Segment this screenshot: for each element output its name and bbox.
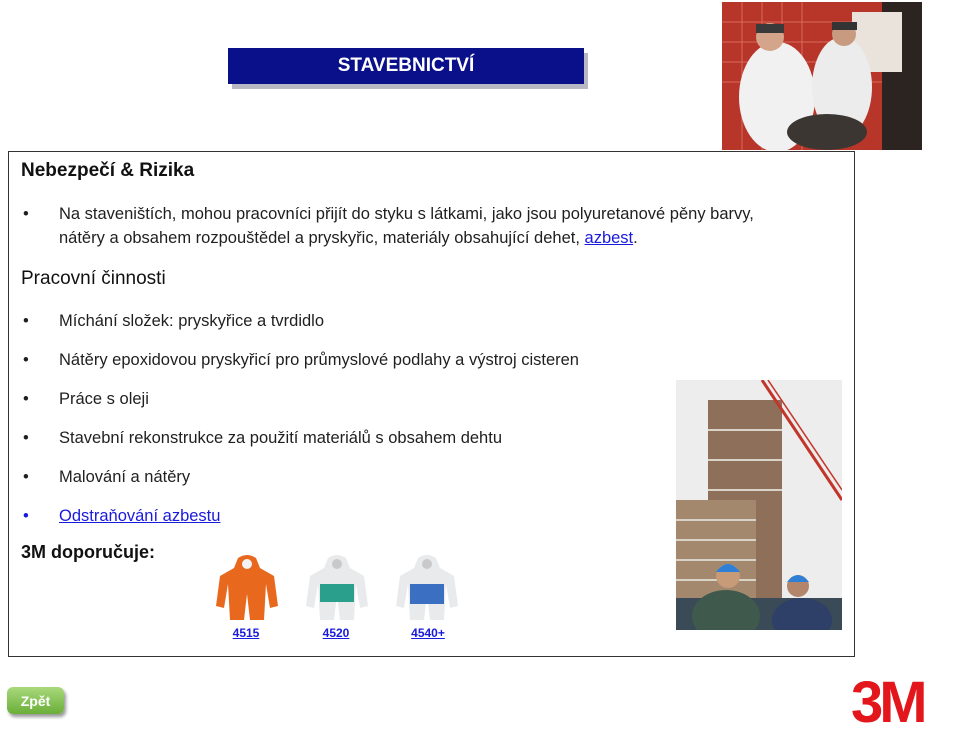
risk-heading: Nebezpečí & Rizika xyxy=(21,160,195,181)
asbestos-removal-link[interactable]: Odstraňování azbestu xyxy=(59,507,221,525)
product-4520[interactable] xyxy=(304,554,374,640)
product-code-link[interactable]: 4520 xyxy=(322,626,350,640)
list-item-label: Stavební rekonstrukce za použití materiálů s obsahem dehtu xyxy=(59,429,502,447)
asbestos-link[interactable]: azbest xyxy=(584,229,634,247)
list-item-label: Práce s oleji xyxy=(59,390,149,408)
risk-text-line1: Na staveništích, mohou pracovníci přijít do styku s látkami, jako jsou polyuretanové pěny barvy, xyxy=(59,205,754,223)
list-item-label: Míchání složek: pryskyřice a tvrdidlo xyxy=(59,312,325,330)
page-title: STAVEBNICTVÍ xyxy=(228,48,584,84)
list-item-label: Malování a nátěry xyxy=(59,468,191,486)
product-4540-plus[interactable] xyxy=(394,554,464,640)
bullet-icon: • xyxy=(23,468,29,486)
bullet-icon: • xyxy=(23,390,29,408)
back-button[interactable]: Zpět xyxy=(7,687,64,714)
recommend-heading: 3M doporučuje: xyxy=(21,542,155,562)
risk-text-suffix: . xyxy=(633,229,638,247)
svg-text:3M: 3M xyxy=(851,676,924,728)
product-4515[interactable] xyxy=(214,554,284,640)
bullet-icon: • xyxy=(23,312,29,330)
product-code-link[interactable]: 4515 xyxy=(232,626,260,640)
bullet-icon: • xyxy=(23,205,29,223)
coverall-orange-icon xyxy=(214,554,280,622)
risk-text-line2: nátěry a obsahem rozpouštědel a pryskyřic, materiály obsahující dehet, xyxy=(59,229,585,247)
coverall-teal-icon xyxy=(304,554,370,622)
workers-photo xyxy=(722,2,922,150)
work-heading: Pracovní činnosti xyxy=(21,268,166,289)
product-code-link[interactable]: 4540+ xyxy=(411,626,445,640)
bullet-icon: • xyxy=(23,351,29,369)
bullet-icon: • xyxy=(23,429,29,447)
coverall-blue-icon xyxy=(394,554,460,622)
building-site-photo xyxy=(676,380,842,630)
bullet-icon: • xyxy=(23,507,29,525)
3m-logo xyxy=(851,676,955,728)
list-item-label: Nátěry epoxidovou pryskyřicí pro průmyslové podlahy a výstroj cisteren xyxy=(59,351,579,369)
